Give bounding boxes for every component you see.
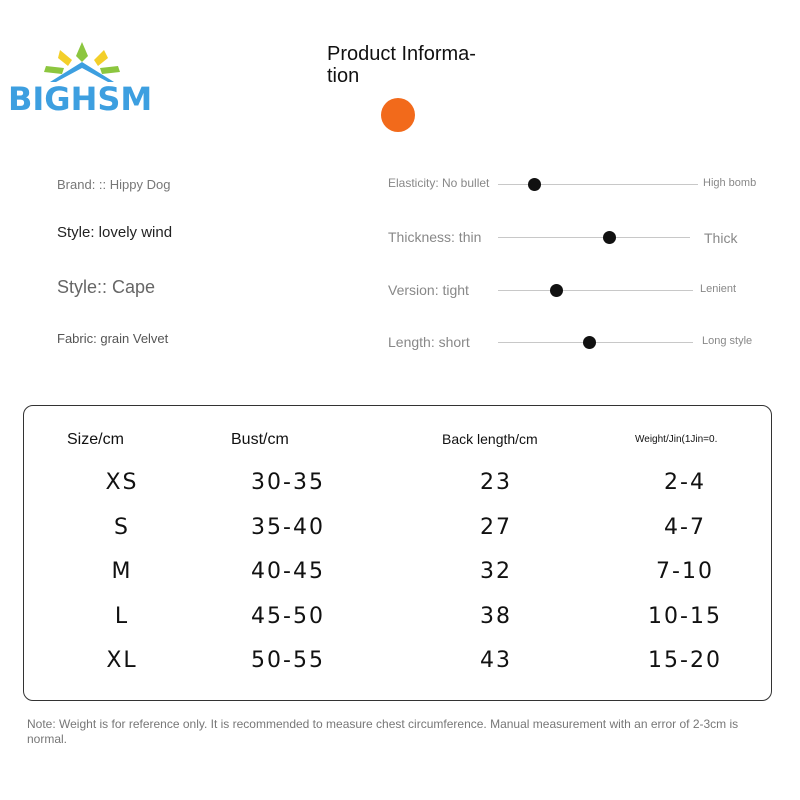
slider-knob xyxy=(583,336,596,349)
slider-right-label: Lenient xyxy=(700,283,737,295)
table-cell: 35-40 xyxy=(251,515,325,540)
table-cell: 30-35 xyxy=(251,470,325,495)
table-cell: 4-7 xyxy=(664,515,706,540)
slider-left-label: Length: short xyxy=(388,334,470,350)
slider-knob xyxy=(603,231,616,244)
slider-length xyxy=(388,330,768,354)
table-header-bust: Bust/cm xyxy=(231,431,289,448)
table-cell: 43 xyxy=(480,648,512,673)
page-title xyxy=(327,43,527,87)
table-cell: M xyxy=(111,559,133,584)
page-title-line2: tion xyxy=(327,65,360,87)
slider-knob xyxy=(550,284,563,297)
table-cell: 27 xyxy=(480,515,512,540)
table-cell: 2-4 xyxy=(664,470,706,495)
attr-style-1: Style: lovely wind xyxy=(57,224,173,241)
slider-right-label: Thick xyxy=(704,230,738,246)
table-cell: S xyxy=(114,515,130,540)
table-cell: 50-55 xyxy=(251,648,325,673)
table-header-back-length: Back length/cm xyxy=(442,431,538,447)
slider-left-label: Version: tight xyxy=(388,282,469,298)
slider-left-label: Thickness: thin xyxy=(388,229,482,245)
attr-fabric: Fabric: grain Velvet xyxy=(57,331,169,346)
table-cell: L xyxy=(114,604,130,629)
sun-leaf-icon xyxy=(38,40,128,82)
table-cell: 38 xyxy=(480,604,512,629)
table-cell: XS xyxy=(105,470,139,495)
slider-track xyxy=(498,290,693,291)
brand-logo-text: BIGHSM xyxy=(8,80,153,118)
page-title-line1: Product Informa- xyxy=(327,43,476,65)
slider-elasticity xyxy=(388,172,768,196)
brand-logo xyxy=(8,40,158,120)
table-cell: 32 xyxy=(480,559,512,584)
attr-style-2: Style:: Cape xyxy=(57,277,156,297)
table-cell: 45-50 xyxy=(251,604,325,629)
table-cell: 10-15 xyxy=(648,604,722,629)
table-cell: 40-45 xyxy=(251,559,325,584)
slider-knob xyxy=(528,178,541,191)
table-cell: XL xyxy=(106,648,138,673)
table-header-weight: Weight/Jin(1Jin=0. xyxy=(635,434,718,445)
slider-version xyxy=(388,278,768,302)
table-cell: 23 xyxy=(480,470,512,495)
slider-thickness xyxy=(388,225,768,249)
orange-dot-icon xyxy=(381,98,415,132)
footnote: Note: Weight is for reference only. It is recommended to measure chest circumference. Manual measurement with an error of 2-3cm is normal. xyxy=(27,717,739,746)
table-cell: 7-10 xyxy=(656,559,714,584)
table-cell: 15-20 xyxy=(648,648,722,673)
slider-right-label: Long style xyxy=(702,335,753,347)
table-header-size: Size/cm xyxy=(67,431,124,448)
slider-right-label: High bomb xyxy=(703,177,757,189)
size-table xyxy=(23,405,772,701)
slider-left-label: Elasticity: No bullet xyxy=(388,176,490,190)
attr-brand: Brand: :: Hippy Dog xyxy=(57,177,171,192)
slider-track xyxy=(498,237,690,238)
